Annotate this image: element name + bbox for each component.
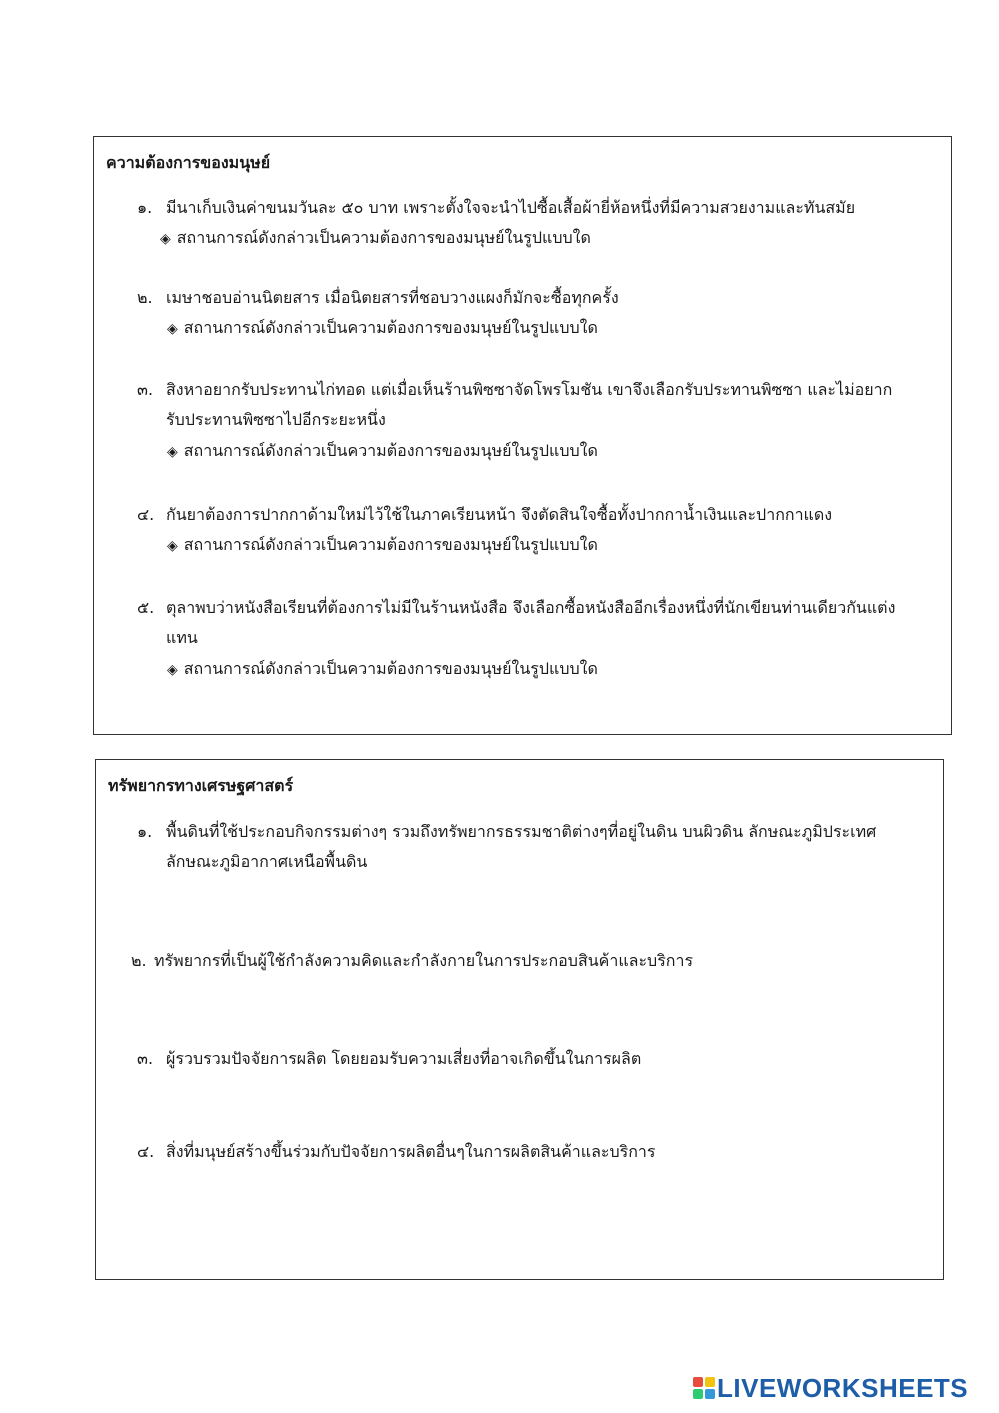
wants-item-2-number: ๒. (137, 288, 153, 307)
resources-item-1-text: พื้นดินที่ใช้ประกอบกิจกรรมต่างๆ รวมถึงทรัพยากรธรรมชาติต่างๆที่อยู่ในดิน บนผิวดิน ลักษณะภูมิประเทศ (166, 822, 877, 841)
resources-item-4-text: สิ่งที่มนุษย์สร้างขึ้นร่วมกับปัจจัยการผลิตอื่นๆในการผลิตสินค้าและบริการ (166, 1142, 656, 1161)
wants-item-2-text: เมษาชอบอ่านนิตยสาร เมื่อนิตยสารที่ชอบวางแผงก็มักจะซื้อทุกครั้ง (166, 288, 619, 307)
wants-item-1-number: ๑. (137, 198, 153, 217)
resources-item-2-number: ๒. (131, 951, 147, 970)
wants-item-2-question: ◈ สถานการณ์ดังกล่าวเป็นความต้องการของมนุษย์ในรูปแบบใด (167, 318, 598, 337)
wants-item-3-question: ◈ สถานการณ์ดังกล่าวเป็นความต้องการของมนุษย์ในรูปแบบใด (167, 441, 598, 460)
resources-item-3-number: ๓. (137, 1049, 154, 1068)
diamond-bullet-icon: ◈ (167, 444, 178, 460)
diamond-bullet-icon: ◈ (167, 662, 178, 678)
wants-item-5-question: ◈ สถานการณ์ดังกล่าวเป็นความต้องการของมนุษย์ในรูปแบบใด (167, 659, 598, 678)
wants-item-5-text: ตุลาพบว่าหนังสือเรียนที่ต้องการไม่มีในร้านหนังสือ จึงเลือกซื้อหนังสืออีกเรื่องหนึ่งที่นักเขียนท่านเดียวกันแต่ง (166, 598, 896, 617)
wants-item-4-text: กันยาต้องการปากกาด้ามใหม่ไว้ใช้ในภาคเรียนหน้า จึงตัดสินใจซื้อทั้งปากกาน้ำเงินและปากกาแดง (166, 505, 833, 524)
section-resources-title: ทรัพยากรทางเศรษฐศาสตร์ (108, 776, 294, 795)
liveworksheets-logo-text: LIVEWORKSHEETS (717, 1372, 969, 1403)
liveworksheets-logo-icon (693, 1377, 715, 1399)
wants-item-5-number: ๕. (137, 598, 155, 617)
resources-item-2-text: ทรัพยากรที่เป็นผู้ใช้กำลังความคิดและกำลังกายในการประกอบสินค้าและบริการ (154, 951, 694, 970)
liveworksheets-logo (693, 1374, 968, 1402)
resources-item-1-text-cont: ลักษณะภูมิอากาศเหนือพื้นดิน (166, 852, 368, 871)
wants-item-4-question: ◈ สถานการณ์ดังกล่าวเป็นความต้องการของมนุษย์ในรูปแบบใด (167, 535, 598, 554)
section-wants-title: ความต้องการของมนุษย์ (106, 153, 271, 172)
diamond-bullet-icon: ◈ (167, 538, 178, 554)
resources-item-3-text: ผู้รวบรวมปัจจัยการผลิต โดยยอมรับความเสี่ยงที่อาจเกิดขึ้นในการผลิต (166, 1049, 642, 1068)
wants-item-3-number: ๓. (137, 380, 154, 399)
wants-item-4-number: ๔. (137, 505, 155, 524)
resources-item-1-number: ๑. (137, 822, 153, 841)
wants-item-1-text: มีนาเก็บเงินค่าขนมวันละ ๕๐ บาท เพราะตั้งใจจะนำไปซื้อเสื้อผ้ายี่ห้อหนึ่งที่มีความสวยงามและทันสมัย (166, 198, 856, 217)
section-wants-box (93, 136, 952, 735)
resources-item-4-number: ๔. (137, 1142, 155, 1161)
wants-item-3-text-cont: รับประทานพิซซาไปอีกระยะหนึ่ง (166, 410, 386, 429)
wants-item-5-text-cont: แทน (166, 628, 198, 647)
wants-item-1-question: ◈ สถานการณ์ดังกล่าวเป็นความต้องการของมนุษย์ในรูปแบบใด (160, 228, 591, 247)
wants-item-3-text: สิงหาอยากรับประทานไก่ทอด แต่เมื่อเห็นร้านพิซซาจัดโพรโมชัน เขาจึงเลือกรับประทานพิซซา และไม่อยาก (166, 380, 893, 399)
diamond-bullet-icon: ◈ (160, 231, 171, 247)
diamond-bullet-icon: ◈ (167, 321, 178, 337)
